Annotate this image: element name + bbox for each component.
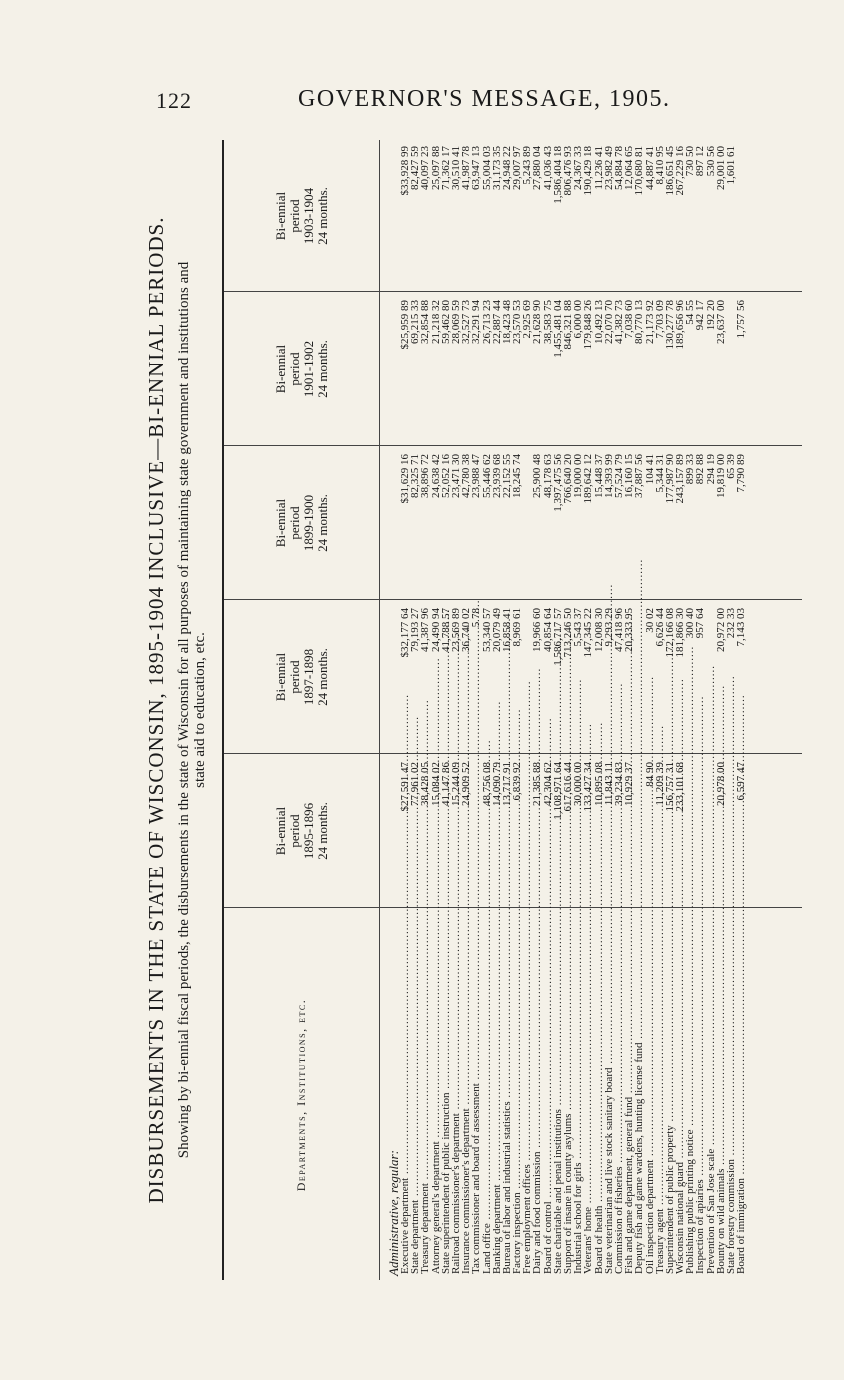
row-value: 806,476 93	[562, 146, 574, 196]
document-title: DISBURSEMENTS IN THE STATE OF WISCONSIN, 1895-1904 INCLUSIVE—BI-ENNIAL PERIODS.	[144, 216, 168, 1204]
row-value: 5,344 31	[653, 454, 666, 493]
row-value: 44,887 41	[643, 146, 656, 190]
row-value: 617,616 44	[562, 762, 574, 812]
row-value: 57,524 79	[612, 454, 625, 498]
row-value: $32,177 64	[399, 608, 411, 658]
row-value: 41,987 78	[460, 146, 473, 190]
row-value: 133,427 34	[582, 762, 595, 812]
row-value: 15,084 02	[429, 762, 442, 806]
row-value: 82,325 71	[409, 454, 422, 498]
column-header-line: period	[287, 506, 302, 540]
table-row	[634, 140, 644, 1280]
row-value: 32,854 88	[419, 300, 432, 344]
column-header-line: 1899-1900	[301, 494, 316, 552]
row-value: 41,387 96	[419, 608, 432, 652]
row-value: 30 02	[643, 608, 656, 633]
row-value: 19,819 00	[714, 454, 727, 498]
row-label: Industrial school for girls .....	[573, 914, 583, 1274]
row-value: 897 12	[694, 146, 707, 177]
row-value: 23,637 00	[714, 300, 727, 344]
row-value: 22,152 55	[500, 454, 513, 498]
row-label: Factory inspection .....	[512, 914, 522, 1274]
row-value: 54 55	[684, 300, 697, 325]
row-value: 172,166 08	[663, 608, 676, 658]
row-value: 38,896 72	[419, 454, 432, 498]
row-label: Veterans' home .....	[583, 914, 593, 1274]
column-header-1895-1896	[228, 754, 376, 908]
document-subtitle	[176, 150, 208, 1270]
row-value: 18,245 74	[511, 454, 524, 498]
row-value: 21,628 90	[531, 300, 544, 344]
row-value: 1,397,475 56	[551, 454, 564, 512]
table-row	[471, 140, 481, 1280]
row-value: 48,756 08	[480, 762, 493, 806]
disbursements-table	[222, 140, 802, 1280]
row-label: Fish and game department, general fund .....	[624, 914, 634, 1274]
row-value: 25,900 48	[531, 454, 544, 498]
column-header-1897-1898	[228, 600, 376, 754]
row-value: 186,651 45	[663, 146, 676, 196]
row-value: 39,234 83	[612, 762, 625, 806]
row-label: Attorney general's department .....	[431, 914, 441, 1274]
row-value: 1,757 56	[735, 300, 748, 339]
row-value: 179,848 26	[582, 300, 595, 350]
row-value: 52,052 16	[439, 454, 452, 498]
row-value: 54,884 78	[612, 146, 625, 190]
column-header-line: 24 months.	[315, 494, 330, 552]
row-value: 21,385 88	[531, 762, 544, 806]
row-value: 42,304 62	[541, 762, 554, 806]
row-value: 7,143 03	[735, 608, 748, 647]
row-value: 42,780 38	[460, 454, 473, 498]
row-label: Free employment offices .....	[522, 914, 532, 1274]
row-value: 1,586,404 18	[551, 146, 564, 204]
row-value: 40,854 64	[541, 608, 554, 652]
row-value: 899 33	[684, 454, 697, 485]
page-number: 122	[156, 88, 192, 113]
row-value: 13,717 91	[500, 762, 513, 806]
row-value: 10,492 13	[592, 300, 605, 344]
row-label: Deputy fish and game wardens, hunting license fund .....	[634, 914, 644, 1274]
row-value: 65 39	[725, 454, 737, 479]
column-header-line: Bi-ennial	[273, 652, 288, 702]
column-header-line: period	[287, 660, 302, 694]
row-value: 147,345 22	[582, 608, 595, 658]
row-value: 6,597 47	[735, 762, 748, 801]
row-value: 16,160 15	[623, 454, 636, 498]
row-value: 25,097 88	[429, 146, 442, 190]
row-value: 177,987 90	[663, 454, 676, 504]
row-value: 530 56	[704, 146, 717, 177]
row-value: 30,510 41	[449, 146, 462, 190]
subtitle-line-1: Showing by bi-ennial fiscal periods, the disbursements in the state of Wisconsin for all purposes of maintaining state government and institutions and	[176, 261, 192, 1159]
row-value: 156,757 31	[663, 762, 676, 812]
row-label: Dairy and food commission .....	[532, 914, 542, 1274]
row-label: State superintendent of public instruction .....	[441, 914, 451, 1274]
row-value: 232 33	[725, 608, 737, 639]
row-label: Commission of fisheries .....	[614, 914, 624, 1274]
row-value: 19,966 60	[531, 608, 544, 652]
row-value: 192 20	[704, 300, 717, 331]
row-value: 18,423 48	[500, 300, 513, 344]
row-value: 267,229 16	[674, 146, 687, 196]
row-value: 77,961 02	[409, 762, 422, 806]
row-value: 28,069 59	[449, 300, 462, 344]
table-body	[400, 140, 746, 1280]
row-value: 7,790 89	[735, 454, 748, 493]
column-header-line: 1895-1896	[301, 802, 316, 860]
row-value: 38,428 05	[419, 762, 432, 806]
row-value: 80,770 13	[633, 300, 646, 344]
row-label: Banking department .....	[492, 914, 502, 1274]
row-value: 12,064 65	[623, 146, 636, 190]
row-value: 1,601 61	[725, 146, 737, 185]
row-label: Bureau of labor and industrial statistics .....	[502, 914, 512, 1274]
row-value: 10,895 08	[592, 762, 605, 806]
row-value: 22,887 44	[490, 300, 503, 344]
column-header-line: 1903-1904	[301, 187, 316, 245]
row-value: 24,909 52	[460, 762, 473, 806]
row-label: State department .....	[410, 914, 420, 1274]
column-header-line: Bi-ennial	[273, 344, 288, 394]
row-value: 8,410 95	[653, 146, 666, 185]
row-value: 36,740 02	[460, 608, 473, 652]
row-value: 6,839 92	[511, 762, 524, 801]
row-value: 20,333 95	[623, 608, 636, 652]
row-value: 79,193 27	[409, 608, 422, 652]
row-value: 730 50	[684, 146, 697, 177]
column-header-line: 24 months.	[315, 340, 330, 398]
row-value: 22,070 70	[602, 300, 615, 344]
column-header-line: Bi-ennial	[273, 806, 288, 856]
row-value: 23,939 68	[490, 454, 503, 498]
row-value: 32,291 94	[470, 300, 483, 344]
row-value: 53,340 57	[480, 608, 493, 652]
row-value: 20,978 00	[714, 762, 727, 806]
row-value: 14,393 99	[602, 454, 615, 498]
row-value: 37,887 56	[633, 454, 646, 498]
row-value: 6,626 44	[653, 608, 666, 647]
row-value: $31,629 16	[399, 454, 411, 504]
column-header-line: 24 months.	[315, 187, 330, 245]
row-value: 1,108,971 64	[551, 762, 564, 820]
row-value: 84 90	[643, 762, 656, 787]
row-value: 7,038 60	[623, 300, 636, 339]
row-value: 32,527 73	[460, 300, 473, 344]
running-head: GOVERNOR'S MESSAGE, 1905.	[298, 86, 671, 112]
page-header	[0, 0, 844, 130]
row-value: 9,293 29	[602, 608, 615, 647]
table-row	[736, 140, 746, 1280]
row-value: 942 17	[694, 300, 707, 331]
row-value: 11,843 11	[602, 762, 615, 806]
column-header-line: 24 months.	[315, 648, 330, 706]
section-label: Administrative, regular:	[386, 1150, 401, 1276]
row-value: $25,959 89	[399, 300, 411, 350]
column-header-line: period	[287, 814, 302, 848]
row-value: 41,036 43	[541, 146, 554, 190]
row-label: Prevention of San Jose scale .....	[706, 914, 716, 1274]
row-label: Support of insane in county asylums .....	[563, 914, 573, 1274]
row-value: 55,004 03	[480, 146, 493, 190]
row-value: 7,703 09	[653, 300, 666, 339]
row-label: Executive department .....	[400, 914, 410, 1274]
row-value: 23,988 47	[470, 454, 483, 498]
header-divider	[379, 140, 380, 1280]
row-value: 713,246 50	[562, 608, 574, 658]
row-value: 181,866 30	[674, 608, 687, 658]
row-label: Railroad commissioner's department .....	[451, 914, 461, 1274]
row-value: 6,000 00	[572, 300, 585, 339]
row-value: 82,427 59	[409, 146, 422, 190]
row-value: 27,880 04	[531, 146, 544, 190]
row-value: 189,642 12	[582, 454, 595, 504]
column-header-line: 1901-1902	[301, 340, 316, 398]
row-value: 63,947 13	[470, 146, 483, 190]
row-value: 957 64	[694, 608, 707, 639]
row-value: 40,097 23	[419, 146, 432, 190]
row-value: 5,243 89	[521, 146, 534, 185]
row-value: 59,462 80	[439, 300, 452, 344]
column-header-line: Bi-ennial	[273, 191, 288, 241]
column-header-line: 1897-1898	[301, 648, 316, 706]
column-header-1899-1900	[228, 446, 376, 600]
row-value: 233,101 68	[674, 762, 687, 812]
row-label: State charitable and penal institutions .....	[553, 914, 563, 1274]
row-value: 8,969 61	[511, 608, 524, 647]
row-value: 23,569 89	[449, 608, 462, 652]
rotated-table-page	[144, 140, 804, 1280]
row-value: 41,788 57	[439, 608, 452, 652]
row-value: 24,367 33	[572, 146, 585, 190]
row-value: 12,008 30	[592, 608, 605, 652]
row-value: 294 19	[704, 454, 717, 485]
row-value: 21,218 32	[429, 300, 442, 344]
row-value: 71,362 17	[439, 146, 452, 190]
row-value: 41,382 73	[612, 300, 625, 344]
row-label: Treasury agent .....	[655, 914, 665, 1274]
row-label: State forestry commission .....	[726, 914, 736, 1274]
row-value: 189,656 96	[674, 300, 687, 350]
row-value: 846,321 88	[562, 300, 574, 350]
row-label: Superintendent of public property .....	[665, 914, 675, 1274]
row-value: 14,090 79	[490, 762, 503, 806]
row-value: 29,001 00	[714, 146, 727, 190]
row-value: 1,586,717 57	[551, 608, 564, 666]
row-value: 892 88	[694, 454, 707, 485]
row-label: Tax commissioner and board of assessment .....	[471, 914, 481, 1274]
column-header-line: period	[287, 352, 302, 386]
row-label: Land office .....	[482, 914, 492, 1274]
row-value: 766,640 20	[562, 454, 574, 504]
row-value: 104 41	[643, 454, 656, 485]
row-label: Treasury department .....	[420, 914, 430, 1274]
row-value: 41,147 86	[439, 762, 452, 806]
row-label: Publishing public printing notice .....	[685, 914, 695, 1274]
row-label: Board of immigration .....	[736, 914, 746, 1274]
row-label: Oil inspection department .....	[645, 914, 655, 1274]
row-label: Board of control .....	[543, 914, 553, 1274]
row-value: 5,543 37	[572, 608, 585, 647]
column-header-1901-1902	[228, 292, 376, 446]
row-value: 19,000 00	[572, 454, 585, 498]
column-header-line: period	[287, 199, 302, 233]
row-value: 23,982 49	[602, 146, 615, 190]
row-value: $27,591 47	[399, 762, 411, 812]
row-value: $33,928 99	[399, 146, 411, 196]
column-header-line: 24 months.	[315, 802, 330, 860]
row-value: 69,215 33	[409, 300, 422, 344]
row-value: 170,680 81	[633, 146, 646, 196]
row-value: 15,448 37	[592, 454, 605, 498]
subtitle-line-2: state aid to education, etc.	[192, 632, 208, 788]
row-label: Inspection of apiaries .....	[695, 914, 705, 1274]
row-label: Board of health .....	[594, 914, 604, 1274]
row-value: 26,713 23	[480, 300, 493, 344]
row-value: 5 78	[470, 608, 483, 628]
row-label: Bounty on wild animals .....	[716, 914, 726, 1274]
row-value: 190,429 18	[582, 146, 595, 196]
row-value: 30,000 00	[572, 762, 585, 806]
row-value: 20,079 49	[490, 608, 503, 652]
row-value: 21,173 92	[643, 300, 656, 344]
row-value: 24,948 22	[500, 146, 513, 190]
row-value: 11,236 41	[592, 146, 605, 190]
row-value: 10,929 37	[623, 762, 636, 806]
departments-column-header: Departments, Institutions, etc.	[294, 998, 308, 1192]
row-value: 23,471 30	[449, 454, 462, 498]
row-value: 23,570 53	[511, 300, 524, 344]
row-value: 130,277 78	[663, 300, 676, 350]
row-value: 20,972 00	[714, 608, 727, 652]
column-header-line: Bi-ennial	[273, 498, 288, 548]
row-value: 38,583 75	[541, 300, 554, 344]
row-value: 15,244 09	[449, 762, 462, 806]
row-value: 55,446 62	[480, 454, 493, 498]
row-value: 11,209 39	[653, 762, 666, 806]
row-value: 24,490 94	[429, 608, 442, 652]
row-value: 48,178 63	[541, 454, 554, 498]
row-value: 47,418 96	[612, 608, 625, 652]
row-value: 24,638 42	[429, 454, 442, 498]
row-value: 1,455,481 04	[551, 300, 564, 358]
row-value: 29,007 97	[511, 146, 524, 190]
row-label: State veterinarian and live stock sanitary board .....	[604, 914, 614, 1274]
row-value: 243,157 89	[674, 454, 687, 504]
row-value: 31,173 35	[490, 146, 503, 190]
column-header-1903-1904	[228, 140, 376, 292]
row-value: 300 40	[684, 608, 697, 639]
row-label: Wisconsin national guard .....	[675, 914, 685, 1274]
row-value: 2,925 69	[521, 300, 534, 339]
row-value: 16,858 41	[500, 608, 513, 652]
row-label: Insurance commissioner's department .....	[461, 914, 471, 1274]
